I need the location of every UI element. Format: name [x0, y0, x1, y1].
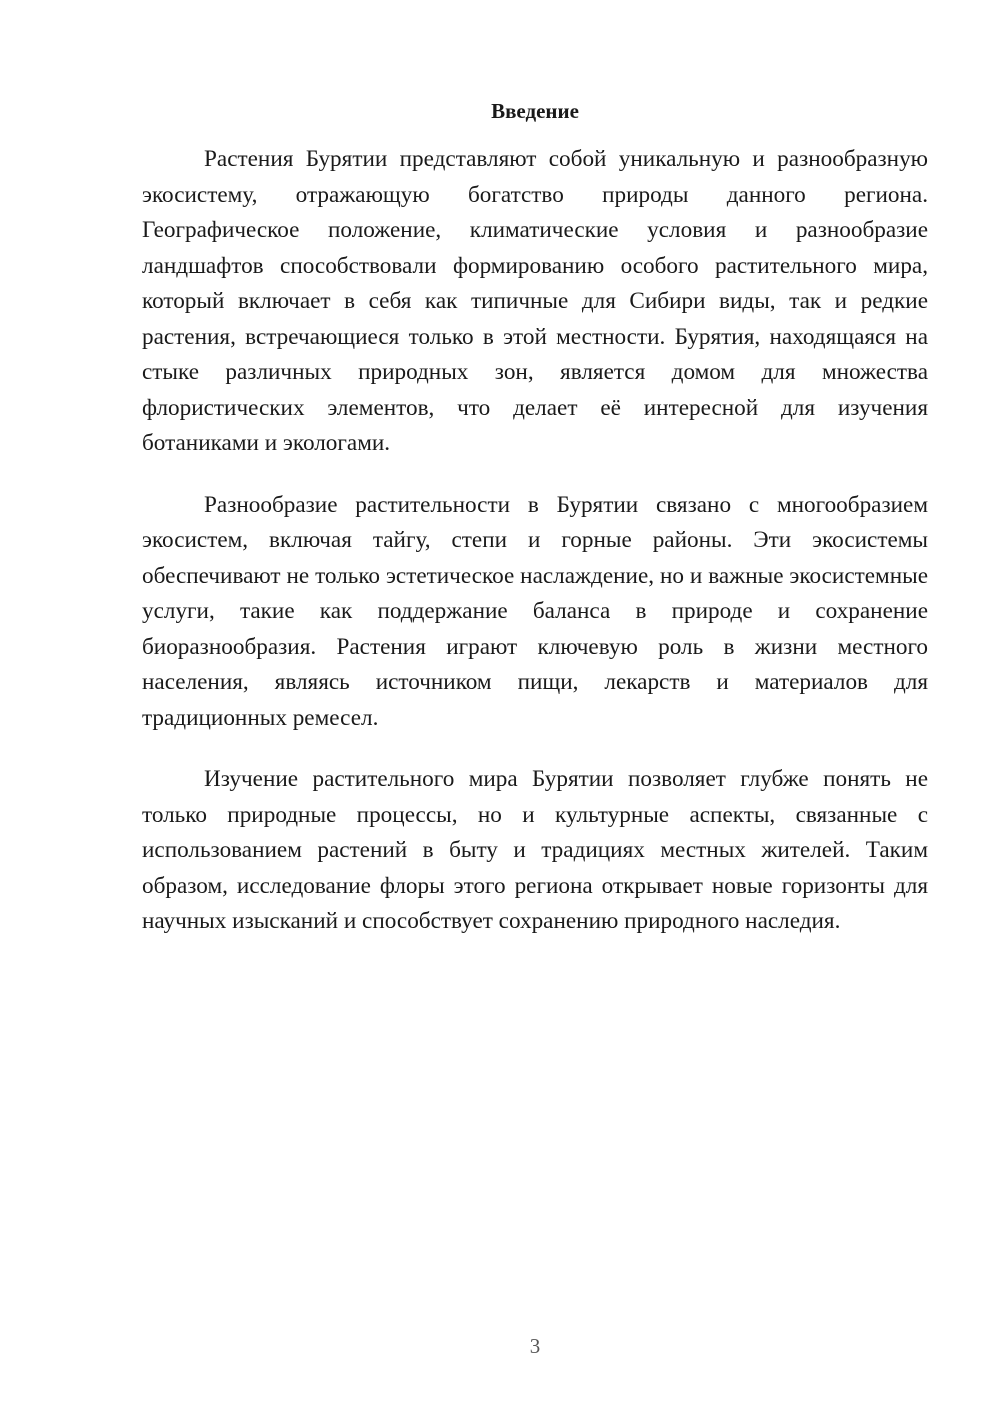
page-number: 3 — [529, 1334, 541, 1358]
paragraph-intro: Растения Бурятии представляют собой уникальную и разнообразную экосистему, отражающую богатство природы данного региона. Географическое положение, климатические условия и разнообразие ландшафтов способствовали формированию особого растительного мира, который включает в себя как типичные для Сибири виды, так и редкие растения, встречающиеся только в этой местности. Бурятия, находящаяся на стыке различных природных зон, является домом для множества флористических элементов, что делает её интересной для изучения ботаниками и экологами. — [142, 146, 928, 456]
paragraph-study: Изучение растительного мира Бурятии позволяет глубже понять не только природные процессы, но и культурные аспекты, связанные с использованием растений в быту и традициях местных жителей. Таким образом, исследование флоры этого региона открывает новые горизонты для научных изысканий и способствует сохранению природного наследия. — [142, 766, 928, 934]
document-body — [142, 142, 928, 940]
page-title: Введение — [491, 99, 579, 123]
paragraph-diversity: Разнообразие растительности в Бурятии связано с многообразием экосистем, включая тайгу, степи и горные районы. Эти экосистемы обеспечивают не только эстетическое наслаждение, но и важные экосистемные услуги, такие как поддержание баланса в природе и сохранение биоразнообразия. Растения играют ключевую роль в жизни местного населения, являясь источником пищи, лекарств и материалов для традиционных ремесел. — [142, 491, 928, 731]
